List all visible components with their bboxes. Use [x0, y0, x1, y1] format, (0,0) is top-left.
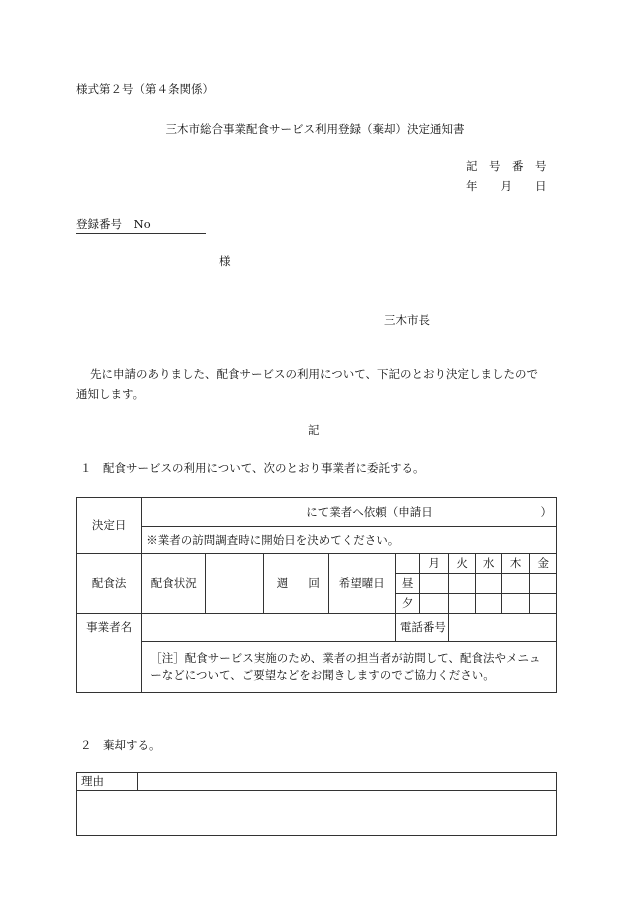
day-cell: [420, 594, 449, 614]
decision-table: [76, 497, 557, 693]
day-cell: [476, 594, 501, 614]
request-text: にて業者へ依頼（申請日: [306, 504, 433, 519]
day-header: 火: [448, 554, 476, 574]
body-text-line-1: 先に申請のありました、配食サービスの利用について、下記のとおり決定しましたので: [90, 367, 539, 381]
addressee-honorific: 様: [219, 254, 231, 268]
week-label: 週: [264, 554, 301, 614]
issue-date: 年 月 日: [466, 179, 547, 193]
operator-name-label: 事業者名: [77, 614, 142, 693]
decision-date-label: 決定日: [77, 498, 142, 554]
day-cell: [420, 574, 449, 594]
service-note: [142, 642, 557, 693]
delivery-status-value: [206, 554, 264, 614]
registration-number: [76, 218, 206, 234]
day-cell: [476, 574, 501, 594]
ki-heading: 記: [308, 423, 320, 437]
registration-no-prefix: No: [133, 217, 151, 231]
day-cell: [530, 574, 557, 594]
desired-days-label: 希望曜日: [328, 554, 395, 614]
phone-value: [448, 614, 556, 642]
operator-name-value: [142, 614, 396, 642]
reason-header-blank: [138, 773, 557, 791]
service-note-line-1: ［注］配食サービス実施のため、業者の担当者が訪問して、配食法やメニュ: [150, 650, 541, 665]
reference-number: 記 号 番 号: [466, 159, 547, 173]
item-2-heading: ２ 棄却する。: [80, 738, 161, 752]
day-header: 水: [476, 554, 501, 574]
reason-label: 理由: [77, 773, 138, 791]
phone-label: 電話番号: [395, 614, 448, 642]
form-number-label: 様式第２号（第４条関係）: [76, 82, 214, 96]
item-1-heading: １ 配食サービスの利用について、次のとおり事業者に委託する。: [80, 461, 425, 475]
day-cell: [501, 594, 530, 614]
day-header: 月: [420, 554, 449, 574]
day-header: 木: [501, 554, 530, 574]
visit-note: ※業者の訪問調査時に開始日を決めてください。: [142, 527, 557, 554]
method-label: 配食法: [77, 554, 142, 614]
document-title: 三木市総合事業配食サービス利用登録（棄却）決定通知書: [165, 122, 465, 136]
day-cell: [448, 594, 476, 614]
registration-label: 登録番号: [76, 217, 122, 231]
reason-value: [77, 791, 557, 836]
decision-date-cell: [142, 498, 557, 527]
day-header-blank: [395, 554, 419, 574]
noon-label: 昼: [395, 574, 419, 594]
times-label: 回: [301, 554, 329, 614]
day-cell: [501, 574, 530, 594]
body-text-line-2: 通知します。: [76, 387, 145, 401]
day-header: 金: [530, 554, 557, 574]
day-cell: [530, 594, 557, 614]
request-close-paren: ）: [540, 504, 552, 519]
issuer-name: 三木市長: [384, 313, 430, 327]
reason-table: [76, 772, 557, 836]
service-note-line-2: ーなどについて、ご要望などをお聞きしますのでご協力ください。: [150, 668, 495, 682]
delivery-status-label: 配食状況: [142, 554, 206, 614]
evening-label: 夕: [395, 594, 419, 614]
day-cell: [448, 574, 476, 594]
